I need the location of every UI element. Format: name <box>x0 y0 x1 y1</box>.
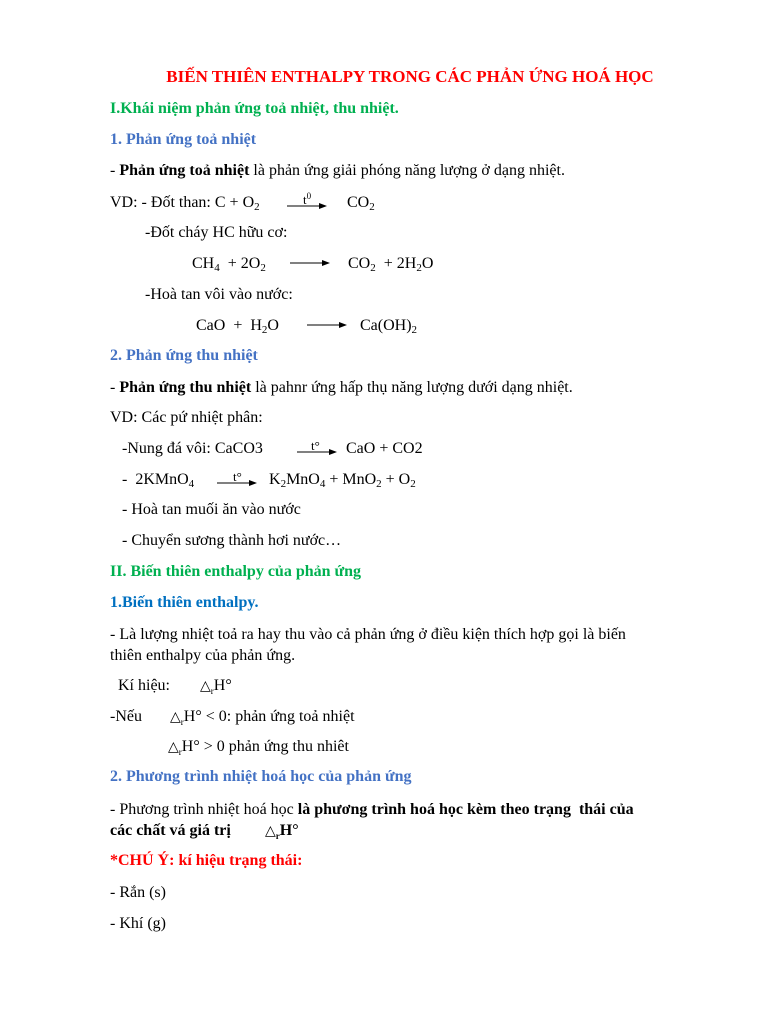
subscript: r <box>178 747 182 757</box>
exothermic-heading: 1. Phản ứng toả nhiệt <box>110 131 257 148</box>
positive-case-text: > 0 phản ứng thu nhiêt <box>199 738 349 755</box>
thermochemical-symbol <box>265 821 299 841</box>
reaction-arrow <box>297 439 337 459</box>
subscript: 4 <box>214 262 220 274</box>
reaction-arrow <box>290 250 330 270</box>
subscript: 2 <box>261 324 268 336</box>
condition-label: -Nếu <box>110 708 142 725</box>
formula-text: + MnO <box>325 471 377 488</box>
definition-text: là pahnr ứng hấp thụ năng lượng dưới dạng nhiệt. <box>251 379 573 396</box>
subscript: 2 <box>254 201 260 213</box>
delta-triangle-icon: △ <box>170 709 181 725</box>
definition-term: Phản ứng thu nhiệt <box>119 379 252 396</box>
delta-triangle-icon: △ <box>200 678 211 694</box>
delta-triangle-icon: △ <box>265 823 276 839</box>
reaction-condition: t° <box>311 438 320 453</box>
thermochemical-definition-line-1 <box>110 800 634 820</box>
symbol-line <box>200 676 232 696</box>
endothermic-heading: 2. Phản ứng thu nhiệt <box>110 347 258 364</box>
formula-text: Ca(OH) <box>360 317 412 334</box>
subscript: 4 <box>188 478 195 490</box>
reaction-arrow <box>307 312 347 332</box>
state-gas: - Khí (g) <box>110 915 166 932</box>
subscript: r <box>180 717 184 727</box>
formula-text: CH <box>192 255 215 272</box>
endothermic-definition <box>110 378 573 398</box>
example-coal-reactants <box>110 193 260 213</box>
enthalpy-h: H° <box>279 822 299 839</box>
formula-text: + 2O <box>219 255 261 272</box>
enthalpy-change-symbol <box>168 737 200 757</box>
example-hydrocarbon-reactants <box>192 254 266 274</box>
example-coal-products <box>347 193 375 213</box>
definition-dash: - <box>110 379 120 396</box>
enthalpy-change-symbol <box>200 676 232 696</box>
example-permanganate-products <box>269 470 416 490</box>
formula-text: MnO <box>286 471 320 488</box>
example-dew: - Chuyển sương thành hơi nước… <box>122 532 342 549</box>
subscript: r <box>275 831 280 841</box>
definition-dash: - <box>110 162 120 179</box>
superscript: 0 <box>306 191 312 201</box>
example-lime-label: -Hoà tan vôi vào nước: <box>145 286 293 303</box>
enthalpy-change-symbol <box>265 821 299 841</box>
arrow-shape <box>307 312 347 332</box>
subscript: 2 <box>369 201 375 213</box>
state-solid: - Rắn (s) <box>110 884 166 901</box>
section-2-heading: II. Biến thiên enthalpy của phản ứng <box>110 563 362 580</box>
positive-case-line <box>168 737 349 757</box>
formula-text: CO <box>348 255 371 272</box>
example-hydrocarbon-products <box>348 254 433 274</box>
example-lime-products <box>360 316 417 336</box>
formula-text: CaO + H <box>196 317 262 334</box>
enthalpy-h: H° <box>213 677 232 694</box>
subscript: 2 <box>376 478 382 490</box>
definition-term: Phản ứng toả nhiệt <box>119 162 250 179</box>
endothermic-examples-label: VD: Các pứ nhiệt phân: <box>110 409 263 426</box>
formula-text: O <box>421 255 434 272</box>
formula-text: + O <box>381 471 411 488</box>
enthalpy-heading: 1.Biến thiên enthalpy. <box>110 594 259 611</box>
example-hydrocarbon-label: -Đốt cháy HC hữu cơ: <box>145 224 288 241</box>
section-1-heading: I.Khái niệm phản ứng toả nhiệt, thu nhiệt. <box>110 100 399 117</box>
subscript: 2 <box>280 478 287 490</box>
exothermic-definition <box>110 161 565 181</box>
enthalpy-h: H° <box>183 708 202 725</box>
negative-case-text: < 0: phản ứng toả nhiệt <box>201 708 355 725</box>
example-permanganate-reactants <box>122 470 194 490</box>
subscript: 2 <box>260 262 266 274</box>
reaction-arrow <box>217 470 257 490</box>
reactants-text: VD: - Đốt than: C + O <box>110 194 255 211</box>
condition-symbol: t <box>303 192 307 207</box>
thermochemical-heading: 2. Phương trình nhiệt hoá học của phản ứng <box>110 768 412 785</box>
subscript: r <box>210 686 214 696</box>
enthalpy-change-symbol <box>170 707 202 727</box>
delta-triangle-icon: △ <box>168 739 179 755</box>
document-title: BIẾN THIÊN ENTHALPY TRONG CÁC PHẢN ỨNG HOÁ HỌC <box>166 67 654 86</box>
symbol-label: Kí hiệu: <box>118 677 170 694</box>
example-limestone-products: CaO + CO2 <box>346 440 423 457</box>
enthalpy-definition-line-1: - Là lượng nhiệt toả ra hay thu vào cả phản ứng ở điều kiện thích hợp gọi là biến <box>110 626 626 643</box>
products-text: CO <box>347 194 370 211</box>
arrow-shape <box>290 250 330 270</box>
example-lime-reactants <box>196 316 279 336</box>
reaction-condition: t° <box>233 469 242 484</box>
reaction-condition <box>303 193 311 207</box>
state-symbols-note: *CHÚ Ý: kí hiệu trạng thái: <box>110 852 303 869</box>
formula-text: + 2H <box>375 255 417 272</box>
example-limestone-reactants: -Nung đá vôi: CaCO3 <box>122 440 263 457</box>
negative-case-line <box>170 707 355 727</box>
subscript: 4 <box>319 478 326 490</box>
thermochemical-definition-line-2: các chất vá giá trị <box>110 822 231 839</box>
example-salt: - Hoà tan muối ăn vào nước <box>122 501 301 518</box>
reaction-arrow <box>287 193 327 213</box>
formula-text: O <box>267 317 279 334</box>
definition-text: - Phương trình nhiệt hoá học <box>110 801 298 818</box>
subscript: 2 <box>416 262 422 274</box>
definition-bold-text: là phương trình hoá học kèm theo trạng thái của <box>297 801 634 818</box>
subscript: 2 <box>411 324 418 336</box>
enthalpy-definition-line-2: thiên enthalpy của phản ứng. <box>110 647 296 664</box>
enthalpy-h: H° <box>181 738 200 755</box>
formula-text: - 2KMnO <box>122 471 189 488</box>
subscript: 2 <box>410 478 416 490</box>
definition-text: là phản ứng giải phóng năng lượng ở dạng nhiệt. <box>249 162 565 179</box>
subscript: 2 <box>370 262 376 274</box>
formula-text: K <box>269 471 281 488</box>
